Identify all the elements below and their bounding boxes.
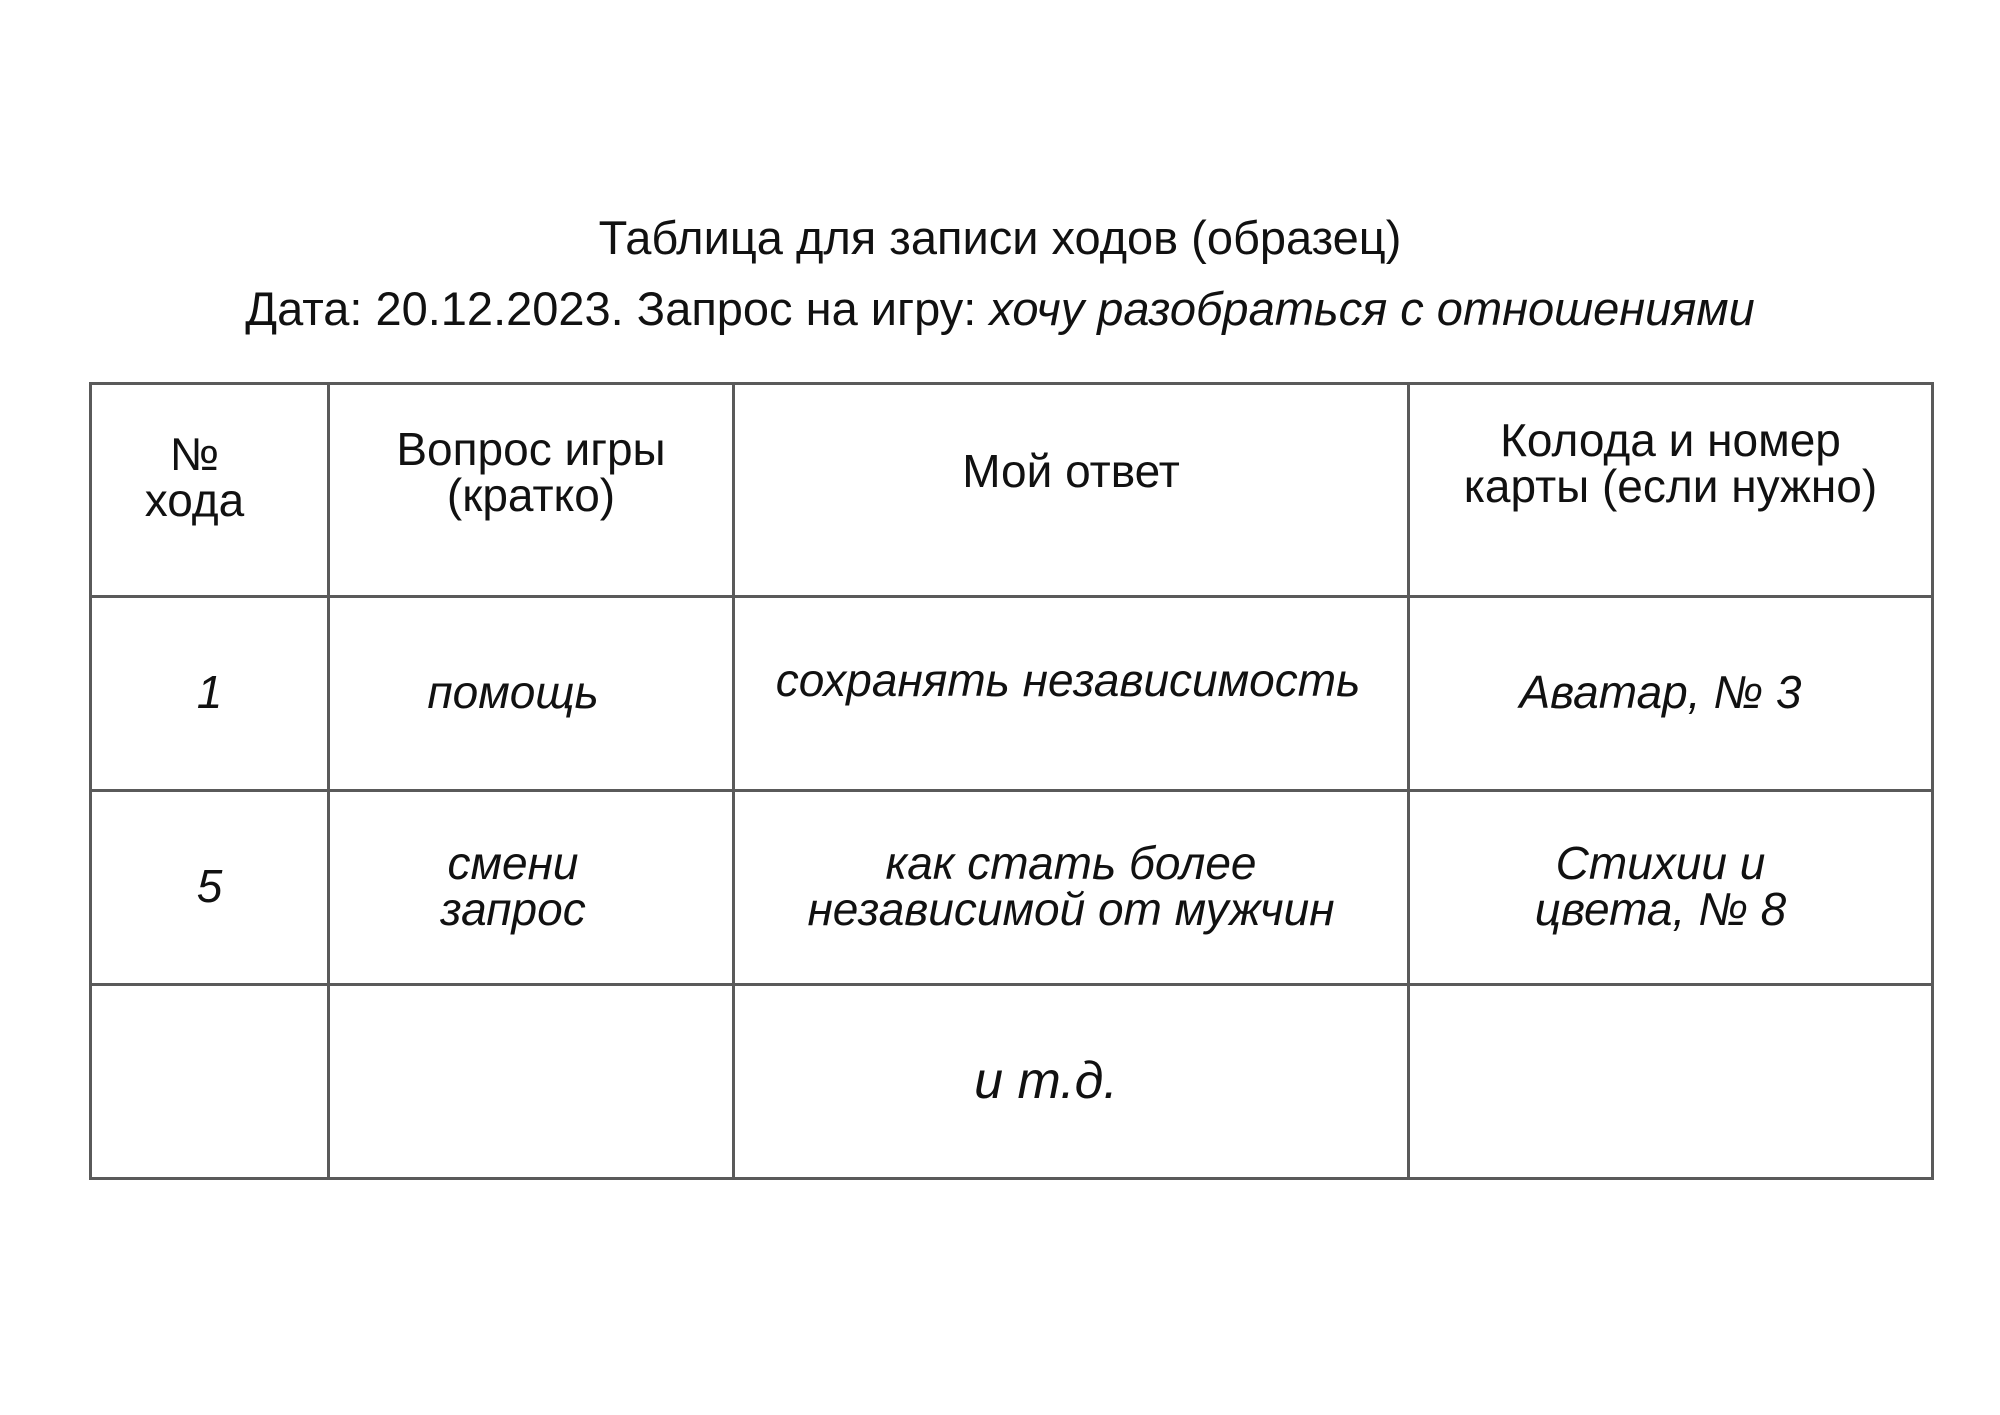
move-number-cell [91,985,329,1179]
question-cell [329,791,734,985]
deck-line-2: цвета, № 8 [1534,882,1787,935]
deck-line-1: Стихии и [1555,836,1766,889]
question-cell [329,597,734,791]
header-move-number-line-1: № [169,428,220,480]
header-deck-card-line-1: Колода и номер [1500,414,1841,466]
move-number: 5 [196,859,223,912]
question-line-1: помощь [427,665,599,718]
answer-cell [734,791,1409,985]
header-deck-card-line-2: карты (если нужно) [1463,460,1878,512]
move-number-cell [91,597,329,791]
header-game-question [329,384,734,597]
date-and-request-label: Дата: 20.12.2023. Запрос на игру: [245,282,990,335]
table-row [91,985,1933,1179]
answer-cell [734,597,1409,791]
header-deck-card [1409,384,1933,597]
table-row [91,597,1933,791]
header-my-answer-line-1: Мой ответ [962,445,1180,497]
answer-cell [734,985,1409,1179]
move-number: 1 [196,665,223,718]
game-request: хочу разобраться с отношениями [989,282,1755,335]
deck-cell [1409,791,1933,985]
page-title: Таблица для записи ходов (образец) [598,211,1402,264]
page-subtitle [0,279,2000,339]
header-game-question-line-1: Вопрос игры [396,423,666,475]
deck-cell [1409,597,1933,791]
answer-line-1: как стать более [885,836,1257,889]
question-line-2: запрос [440,882,586,935]
answer-line-2: независимой от мужчин [807,882,1335,935]
header-my-answer [734,384,1409,597]
question-line-1: смени [447,836,579,889]
etc-note: и т.д. [974,1051,1118,1110]
deck-cell [1409,985,1933,1179]
table-row [91,791,1933,985]
question-cell [329,985,734,1179]
table-header-row [91,384,1933,597]
deck-line-1: Аватар, № 3 [1519,665,1802,718]
header-move-number-line-2: хода [144,474,245,526]
header-move-number [91,384,329,597]
moves-table [89,382,1934,1180]
header-game-question-line-2: (кратко) [446,469,616,521]
move-number-cell [91,791,329,985]
answer-line-1: сохранять независимость [775,653,1361,706]
